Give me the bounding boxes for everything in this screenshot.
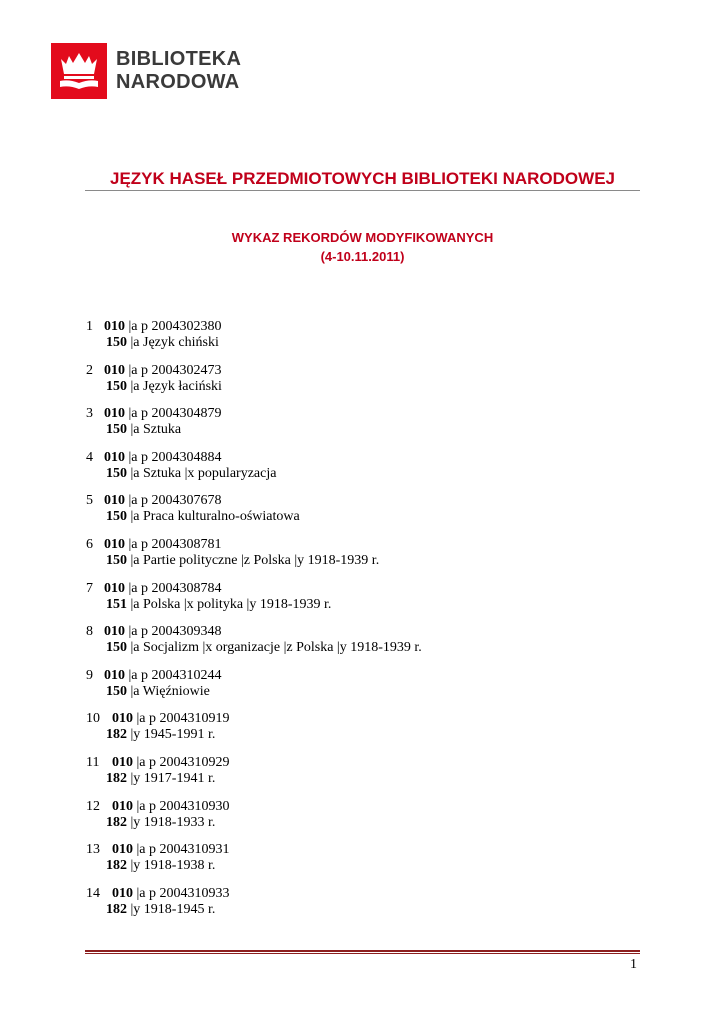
library-logo	[51, 43, 241, 99]
control-number: |a p 2004302473	[125, 362, 222, 378]
record-heading-field	[86, 597, 646, 613]
record-control-field	[86, 493, 646, 509]
control-number: |a p 2004310931	[133, 842, 230, 858]
page-number: 1	[630, 957, 637, 972]
control-number: |a p 2004308784	[125, 580, 222, 596]
heading-text: |y 1945-1991 r.	[127, 727, 216, 743]
heading-text: |a Więźniowie	[127, 683, 210, 699]
field-tag-010: 010	[104, 319, 125, 334]
record-item	[86, 406, 646, 450]
record-item	[86, 668, 646, 712]
record-item	[86, 537, 646, 581]
field-tag-heading: 182	[106, 901, 127, 917]
record-number: 11	[86, 754, 100, 770]
record-list	[86, 319, 646, 929]
record-number: 12	[86, 798, 100, 814]
field-tag-010: 010	[104, 362, 125, 378]
record-item	[86, 799, 646, 843]
record-number: 3	[86, 406, 93, 422]
field-tag-010: 010	[112, 842, 133, 858]
record-control-field	[86, 711, 646, 727]
library-name-line1: BIBLIOTEKA	[116, 48, 242, 70]
library-name	[116, 48, 241, 94]
control-number: |a p 2004310930	[133, 798, 230, 814]
field-tag-010: 010	[112, 885, 133, 901]
field-tag-heading: 150	[106, 683, 127, 699]
record-number: 2	[86, 362, 93, 378]
heading-text: |a Sztuka |x popularyzacja	[127, 465, 277, 481]
field-tag-heading: 182	[106, 770, 127, 786]
record-number: 14	[86, 885, 100, 901]
field-tag-heading: 150	[106, 509, 127, 525]
record-item	[86, 624, 646, 668]
record-control-field	[86, 668, 646, 684]
field-tag-heading: 182	[106, 727, 127, 743]
control-number: |a p 2004304884	[125, 449, 222, 465]
control-number: |a p 2004310929	[133, 754, 230, 770]
field-tag-010: 010	[104, 536, 125, 552]
control-number: |a p 2004309348	[125, 624, 222, 640]
record-item	[86, 363, 646, 407]
record-item	[86, 319, 646, 363]
field-tag-heading: 150	[106, 378, 127, 394]
heading-text: |y 1918-1945 r.	[127, 901, 216, 917]
record-heading-field	[86, 858, 646, 874]
field-tag-010: 010	[104, 580, 125, 596]
record-number: 8	[86, 624, 93, 640]
field-tag-heading: 150	[106, 640, 127, 656]
subtitle-date-range: (4-10.11.2011)	[320, 249, 405, 264]
record-heading-field	[86, 902, 646, 918]
library-name-line2: NARODOWA	[116, 71, 240, 93]
record-heading-field	[86, 466, 646, 482]
record-control-field	[86, 799, 646, 815]
record-number: 7	[86, 580, 93, 596]
heading-text: |y 1917-1941 r.	[127, 770, 216, 786]
heading-text: |a Język chiński	[127, 335, 219, 350]
record-control-field	[86, 842, 646, 858]
record-control-field	[86, 406, 646, 422]
record-item	[86, 450, 646, 494]
record-number: 5	[86, 493, 93, 509]
field-tag-010: 010	[112, 754, 133, 770]
record-item	[86, 886, 646, 930]
record-heading-field	[86, 422, 646, 438]
record-number: 9	[86, 667, 93, 683]
field-tag-heading: 151	[106, 596, 127, 612]
record-item	[86, 581, 646, 625]
field-tag-010: 010	[104, 624, 125, 640]
heading-text: |y 1918-1933 r.	[127, 814, 216, 830]
field-tag-heading: 150	[106, 552, 127, 568]
record-control-field	[86, 319, 646, 335]
heading-text: |a Sztuka	[127, 422, 182, 438]
heading-text: |y 1918-1938 r.	[127, 858, 216, 874]
record-number: 6	[86, 536, 93, 552]
record-item	[86, 711, 646, 755]
record-heading-field	[86, 727, 646, 743]
document-title: JĘZYK HASEŁ PRZEDMIOTOWYCH BIBLIOTEKI NARODOWEJ	[110, 169, 615, 188]
field-tag-heading: 182	[106, 858, 127, 874]
record-number: 13	[86, 842, 100, 858]
field-tag-010: 010	[104, 493, 125, 509]
footer-divider-thin	[85, 953, 640, 954]
field-tag-010: 010	[104, 406, 125, 422]
record-control-field	[86, 537, 646, 553]
record-heading-field	[86, 771, 646, 787]
record-heading-field	[86, 815, 646, 831]
field-tag-heading: 150	[106, 465, 127, 481]
control-number: |a p 2004308781	[125, 536, 222, 552]
record-heading-field	[86, 335, 646, 351]
record-heading-field	[86, 509, 646, 525]
record-control-field	[86, 450, 646, 466]
heading-text: |a Język łaciński	[127, 378, 222, 394]
subtitle-line1: WYKAZ REKORDÓW MODYFIKOWANYCH	[231, 230, 494, 245]
record-heading-field	[86, 553, 646, 569]
document-subtitle	[85, 228, 640, 266]
field-tag-heading: 150	[106, 335, 127, 350]
heading-text: |a Praca kulturalno-oświatowa	[127, 509, 300, 525]
record-control-field	[86, 581, 646, 597]
record-control-field	[86, 624, 646, 640]
field-tag-010: 010	[112, 711, 133, 727]
record-item	[86, 842, 646, 886]
control-number: |a p 2004310244	[125, 667, 222, 683]
control-number: |a p 2004310933	[133, 885, 230, 901]
heading-text: |a Partie polityczne |z Polska |y 1918-1939 r.	[127, 552, 380, 568]
record-heading-field	[86, 640, 646, 656]
field-tag-heading: 150	[106, 422, 127, 438]
record-item	[86, 755, 646, 799]
field-tag-010: 010	[104, 667, 125, 683]
field-tag-heading: 182	[106, 814, 127, 830]
title-divider	[85, 190, 640, 191]
control-number: |a p 2004302380	[125, 319, 222, 334]
field-tag-010: 010	[112, 798, 133, 814]
control-number: |a p 2004304879	[125, 406, 222, 422]
footer-divider	[85, 950, 640, 952]
record-control-field	[86, 755, 646, 771]
crown-book-logo-icon	[51, 43, 107, 99]
record-heading-field	[86, 379, 646, 395]
record-number: 4	[86, 449, 93, 465]
record-item	[86, 493, 646, 537]
record-heading-field	[86, 684, 646, 700]
field-tag-010: 010	[104, 449, 125, 465]
heading-text: |a Polska |x polityka |y 1918-1939 r.	[127, 596, 332, 612]
record-control-field	[86, 363, 646, 379]
record-number: 1	[86, 319, 93, 334]
record-number: 10	[86, 711, 100, 727]
record-control-field	[86, 886, 646, 902]
control-number: |a p 2004307678	[125, 493, 222, 509]
heading-text: |a Socjalizm |x organizacje |z Polska |y 1918-1939 r.	[127, 640, 422, 656]
control-number: |a p 2004310919	[133, 711, 230, 727]
